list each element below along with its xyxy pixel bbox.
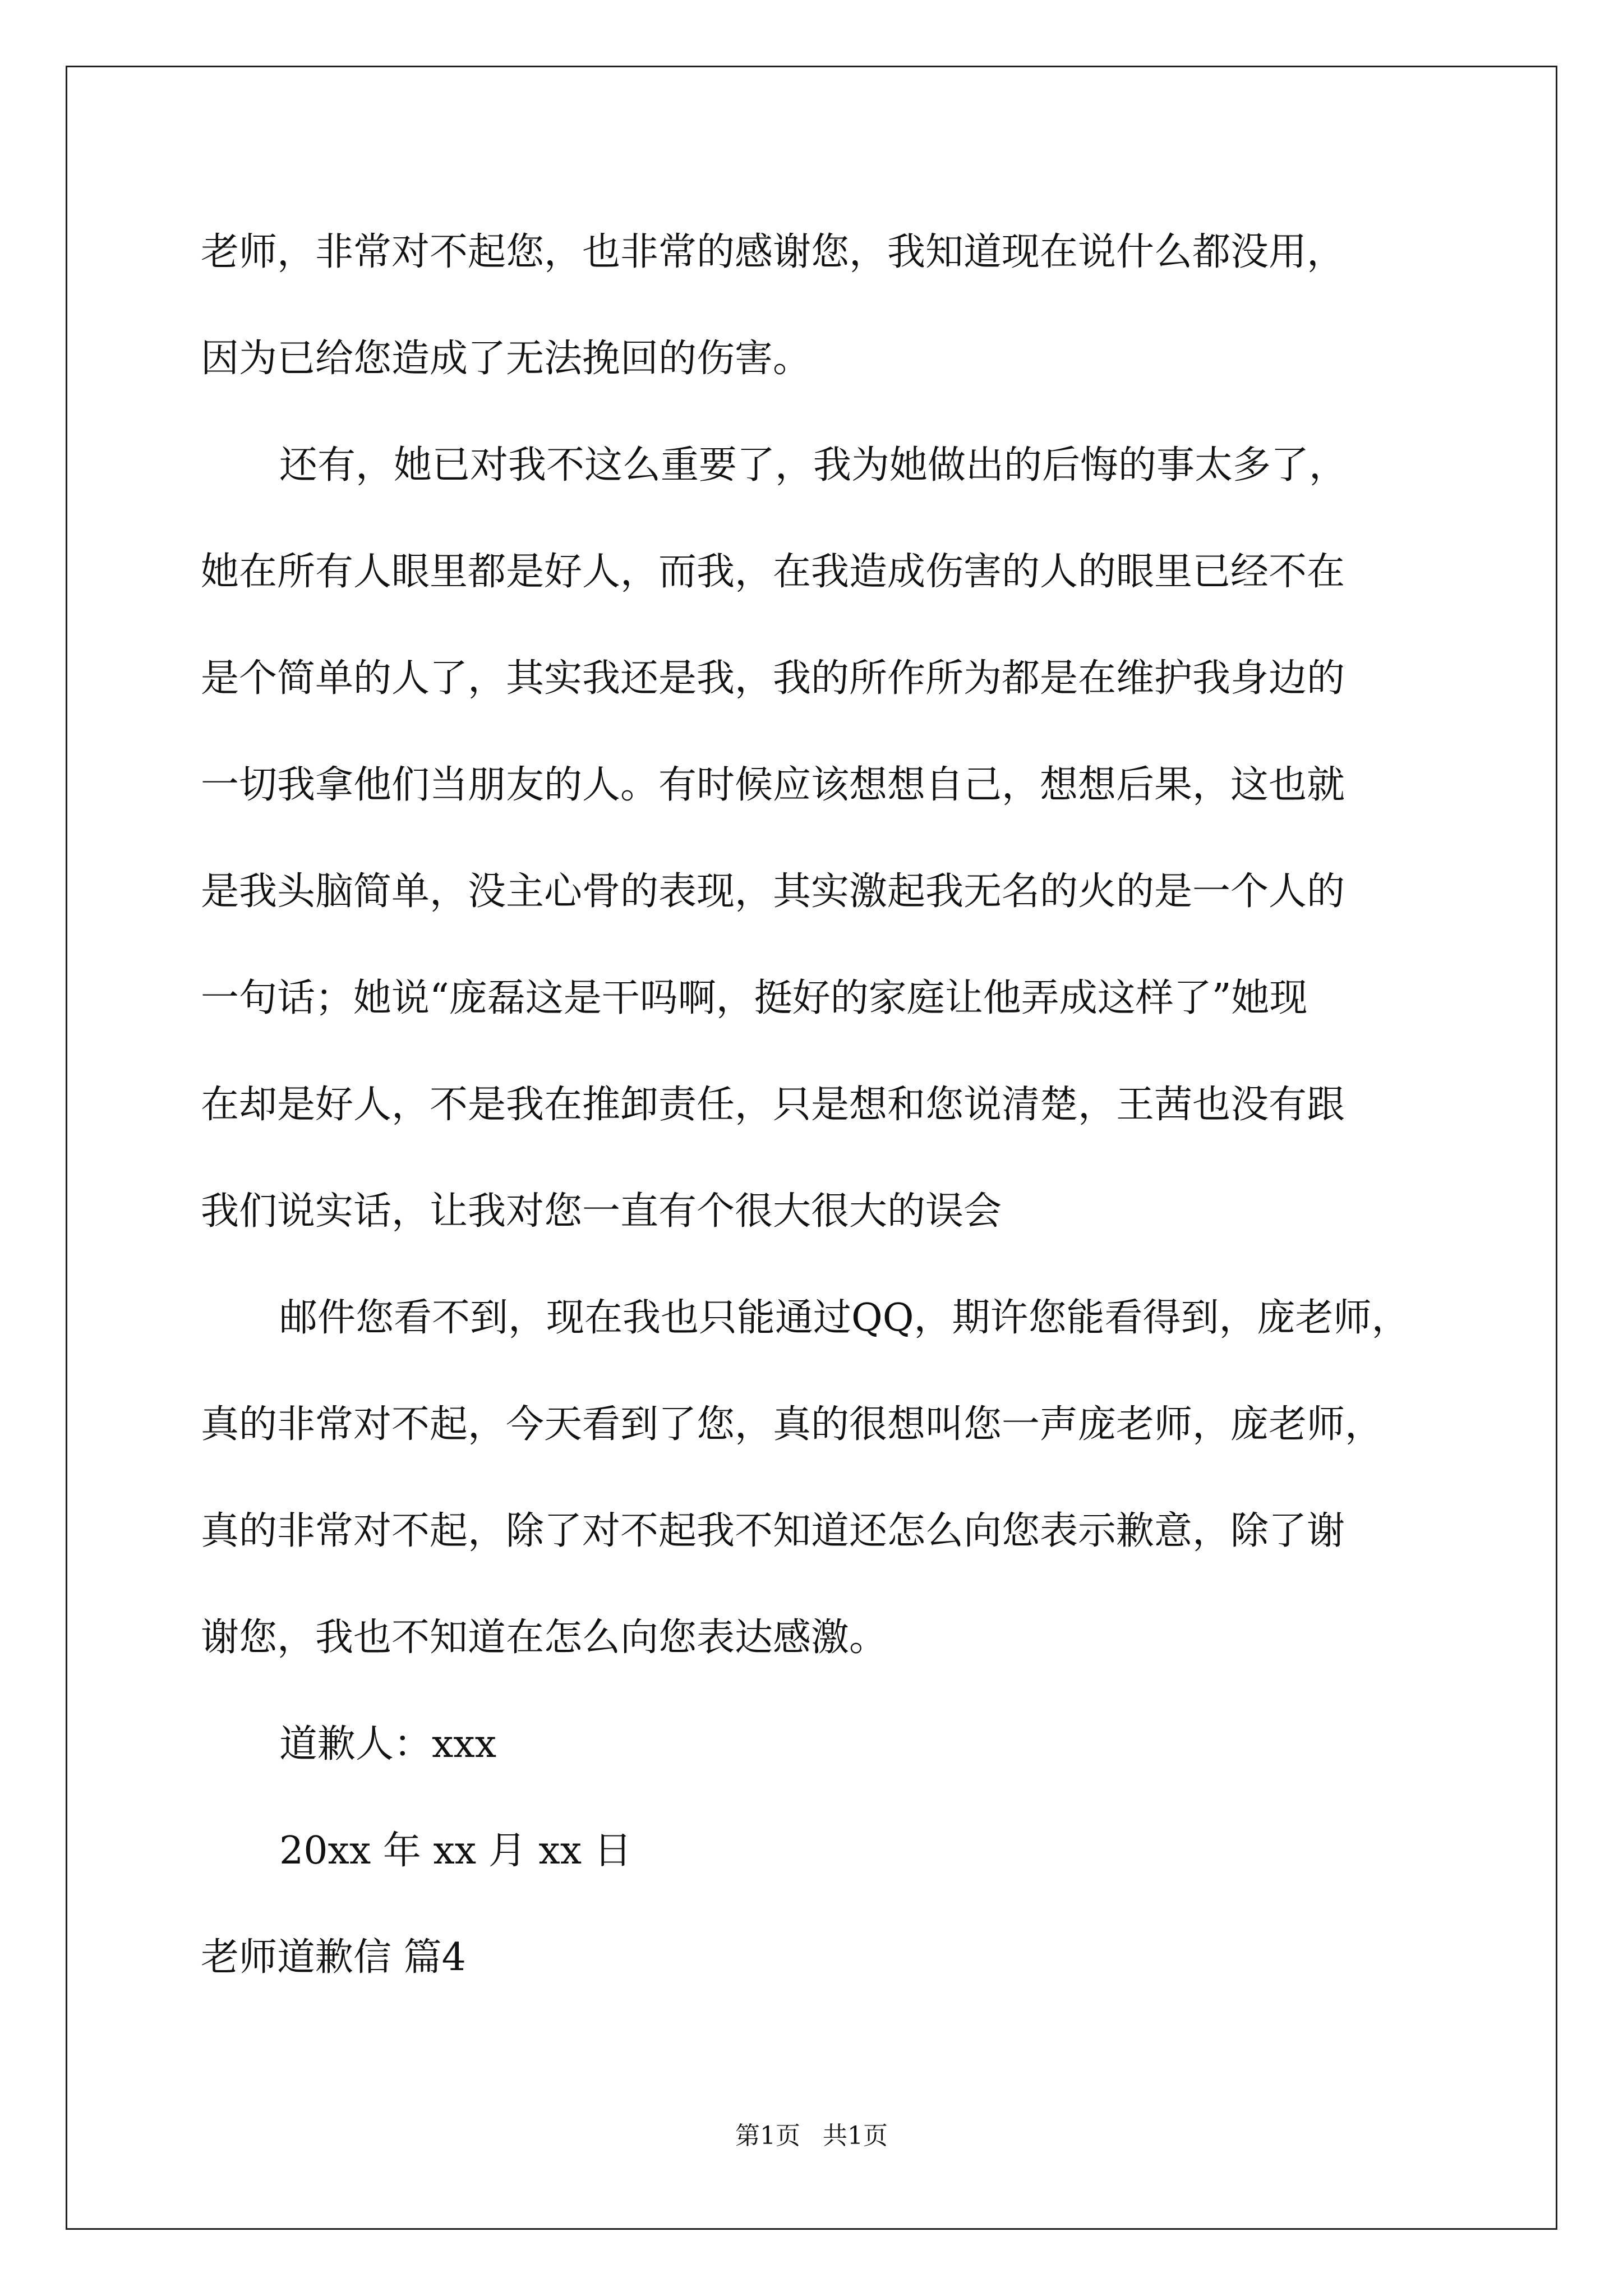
- date: 20xx 年 xx 月 xx 日: [279, 1829, 632, 1873]
- signature: 道歉人：xxx: [279, 1722, 497, 1766]
- letter-body: [201, 199, 1435, 2011]
- paragraph-2-line-5: 是我头脑简单，没主心骨的表现，其实激起我无名的火的是一个人的: [201, 869, 1345, 914]
- paragraph-2-line-8: 我们说实话，让我对您一直有个很大很大的误会: [201, 1189, 1002, 1234]
- paragraph-3-line-2: 真的非常对不起，今天看到了您，真的很想叫您一声庞老师，庞老师，: [201, 1402, 1384, 1447]
- page-footer: [0, 2119, 1623, 2153]
- page-total: 共1页: [823, 2122, 888, 2150]
- paragraph-3-line-3: 真的非常对不起，除了对不起我不知道还怎么向您表示歉意，除了谢: [201, 1509, 1345, 1553]
- next-section-heading: 老师道歉信 篇4: [201, 1935, 466, 1980]
- paragraph-2-line-2: 她在所有人眼里都是好人，而我，在我造成伤害的人的眼里已经不在: [201, 550, 1345, 594]
- paragraph-3-line-4: 谢您，我也不知道在怎么向您表达感激。: [201, 1616, 888, 1660]
- paragraph-3-line-1: 邮件您看不到，现在我也只能通过QQ，期许您能看得到，庞老师，: [279, 1296, 1410, 1340]
- paragraph-2-line-4: 一切我拿他们当朋友的人。有时候应该想想自己，想想后果，这也就: [201, 763, 1345, 807]
- paragraph-2-line-3: 是个简单的人了，其实我还是我，我的所作所为都是在维护我身边的: [201, 656, 1345, 701]
- paragraph-2-line-6: 一句话；她说“庞磊这是干吗啊，挺好的家庭让他弄成这样了”她现: [201, 976, 1308, 1020]
- paragraph-1-line-1: 老师，非常对不起您，也非常的感谢您，我知道现在说什么都没用，: [201, 230, 1345, 274]
- paragraph-1-line-2: 因为已给您造成了无法挽回的伤害。: [201, 337, 811, 381]
- paragraph-2-line-1: 还有，她已对我不这么重要了，我为她做出的后悔的事太多了，: [279, 443, 1348, 487]
- paragraph-2-line-7: 在却是好人，不是我在推卸责任，只是想和您说清楚，王茜也没有跟: [201, 1083, 1345, 1127]
- page-current: 第1页: [735, 2122, 800, 2150]
